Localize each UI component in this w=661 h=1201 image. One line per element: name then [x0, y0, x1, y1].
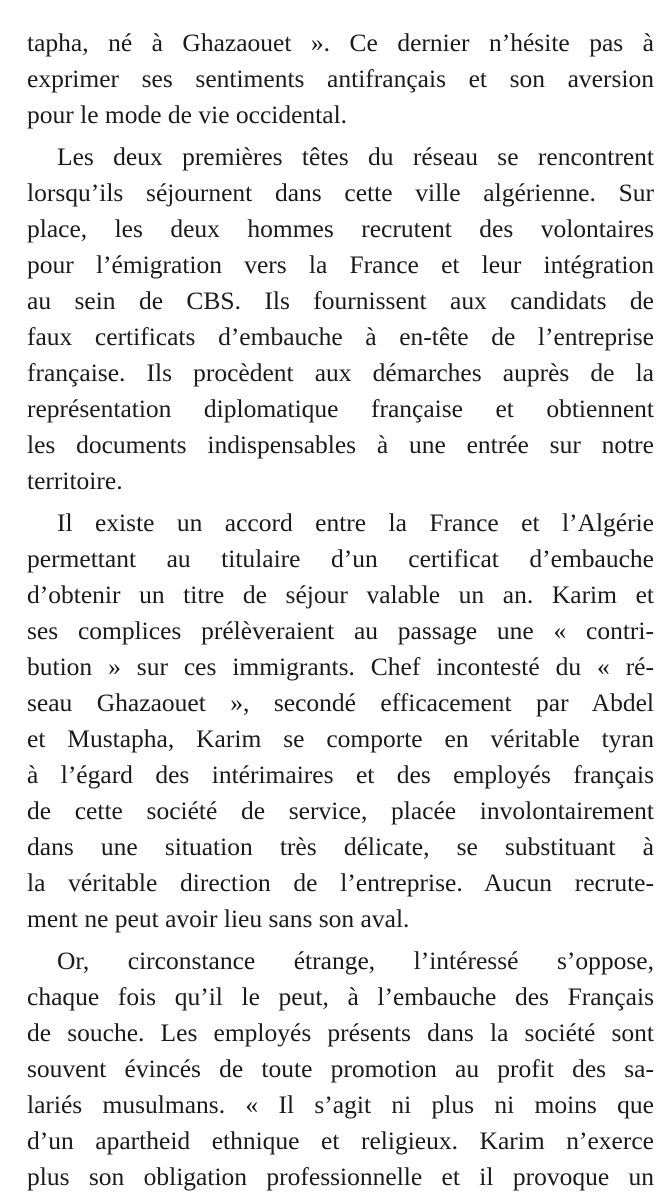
text-line: dans une situation très délicate, se substituant à [27, 832, 654, 861]
text-line: chaque fois qu’il le peut, à l’embauche des Français [27, 982, 654, 1011]
text-line: de souche. Les employés présents dans la société sont [27, 1018, 654, 1047]
text-line: Or, circonstance étrange, l’intéressé s’oppose, [57, 946, 654, 975]
text-line: Les deux premières têtes du réseau se rencontrent [57, 142, 654, 171]
text-line: d’un apartheid ethnique et religieux. Karim n’exerce [27, 1126, 654, 1155]
text-line: française. Ils procèdent aux démarches auprès de la [27, 358, 654, 387]
text-line: place, les deux hommes recrutent des volontaires [27, 214, 654, 243]
text-line: Il existe un accord entre la France et l’Algérie [57, 508, 654, 537]
text-line: lariés musulmans. « Il s’agit ni plus ni moins que [27, 1090, 654, 1119]
text-line: pour l’émigration vers la France et leur intégration [27, 250, 654, 279]
text-line: représentation diplomatique française et obtiennent [27, 394, 654, 423]
paragraph [27, 139, 654, 499]
text-line: faux certificats d’embauche à en-tête de l’entreprise [27, 322, 654, 351]
document-page [27, 25, 654, 1201]
text-line: de cette société de service, placée involontairement [27, 796, 654, 825]
text-line: territoire. [27, 466, 123, 495]
paragraph [27, 505, 654, 937]
text-line: tapha, né à Ghazaouet ». Ce dernier n’hésite pas à [27, 28, 654, 57]
text-line: les documents indispensables à une entrée sur notre [27, 430, 654, 459]
text-line: à l’égard des intérimaires et des employés français [27, 760, 654, 789]
text-line: souvent évincés de toute promotion au profit des sa- [27, 1054, 654, 1083]
text-line: ment ne peut avoir lieu sans son aval. [27, 904, 410, 933]
text-line: permettant au titulaire d’un certificat d’embauche [27, 544, 654, 573]
text-line: la véritable direction de l’entreprise. Aucun recrute- [27, 868, 654, 897]
paragraph [27, 25, 654, 133]
text-line: et Mustapha, Karim se comporte en véritable tyran [27, 724, 654, 753]
text-line: exprimer ses sentiments antifrançais et son aversion [27, 64, 654, 93]
text-line: ses complices prélèveraient au passage une « contri- [27, 616, 654, 645]
text-line: seau Ghazaouet », secondé efficacement par Abdel [27, 688, 654, 717]
text-line: bution » sur ces immigrants. Chef incontesté du « ré- [27, 652, 654, 681]
text-line: lorsqu’ils séjournent dans cette ville algérienne. Sur [27, 178, 654, 207]
text-line: pour le mode de vie occidental. [27, 100, 348, 129]
text-line: plus son obligation professionnelle et il provoque un [27, 1162, 654, 1191]
text-line: d’obtenir un titre de séjour valable un an. Karim et [27, 580, 654, 609]
paragraph [27, 943, 654, 1195]
text-line: au sein de CBS. Ils fournissent aux candidats de [27, 286, 654, 315]
